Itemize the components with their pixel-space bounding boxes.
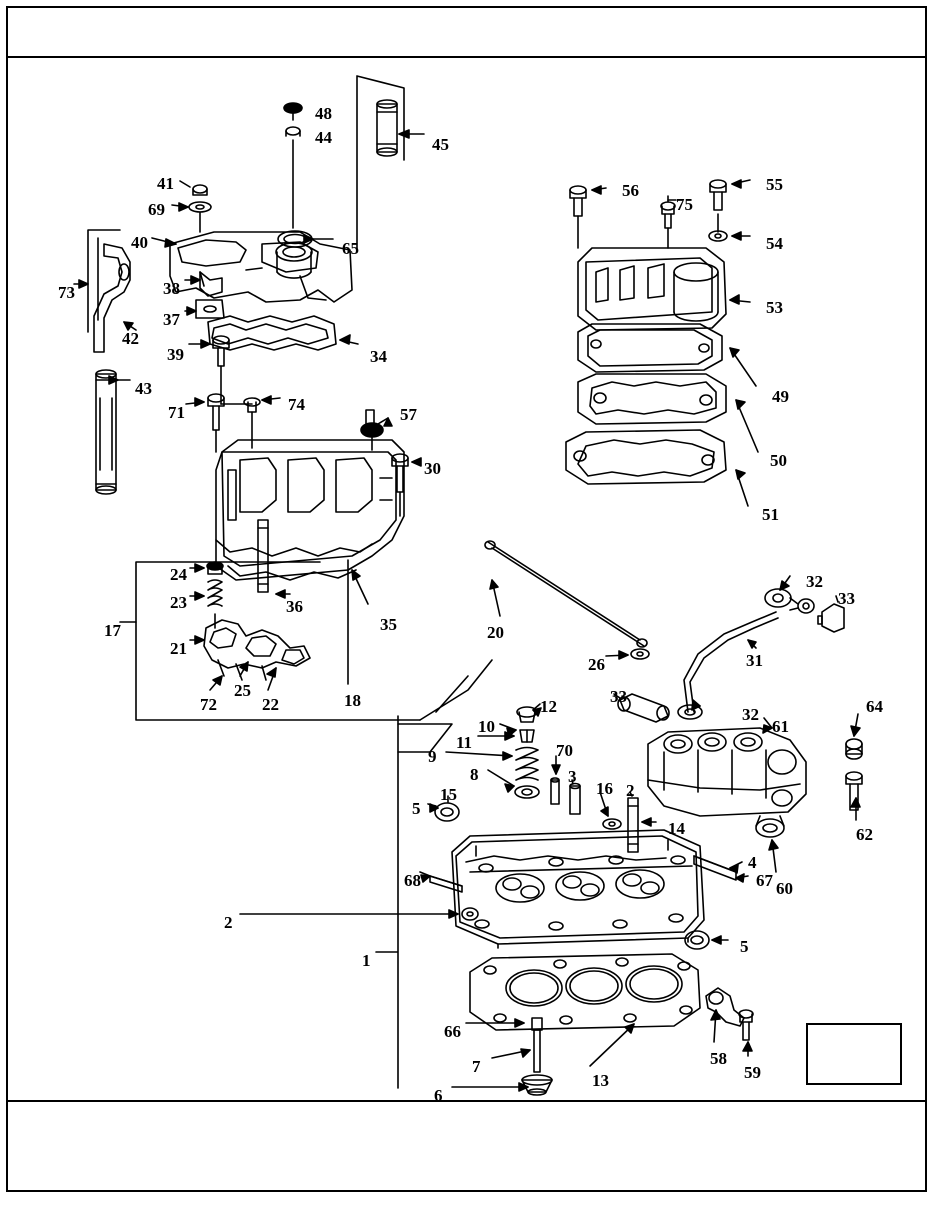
callout-68: 68 — [404, 871, 421, 890]
callout-75: 75 — [676, 195, 693, 214]
callout-65: 65 — [342, 239, 359, 258]
callout-2a: 2 — [626, 781, 635, 800]
callout-33a: 33 — [838, 589, 855, 608]
callout-30: 30 — [424, 459, 441, 478]
callout-58: 58 — [710, 1049, 727, 1068]
callout-56: 56 — [622, 181, 639, 200]
callout-57: 57 — [400, 405, 417, 424]
callout-34: 34 — [370, 347, 387, 366]
callout-54: 54 — [766, 234, 783, 253]
callout-25: 25 — [234, 681, 251, 700]
callout-66: 66 — [444, 1022, 461, 1041]
callout-64: 64 — [866, 697, 883, 716]
callout-51: 51 — [762, 505, 779, 524]
callout-72: 72 — [200, 695, 217, 714]
callout-59: 59 — [744, 1063, 761, 1082]
callout-62: 62 — [856, 825, 873, 844]
callout-43: 43 — [135, 379, 152, 398]
callout-15: 15 — [440, 785, 457, 804]
callout-2b: 2 — [224, 913, 233, 932]
callout-49: 49 — [772, 387, 789, 406]
callout-12: 12 — [540, 697, 557, 716]
callout-60: 60 — [776, 879, 793, 898]
callout-16: 16 — [596, 779, 613, 798]
callout-32a: 32 — [806, 572, 823, 591]
callout-13: 13 — [592, 1071, 609, 1090]
callout-10: 10 — [478, 717, 495, 736]
callout-23: 23 — [170, 593, 187, 612]
callout-61: 61 — [772, 717, 789, 736]
callout-73: 73 — [58, 283, 75, 302]
callout-3: 3 — [568, 767, 577, 786]
callout-5a: 5 — [412, 799, 421, 818]
callout-11: 11 — [456, 733, 473, 752]
callout-67: 67 — [756, 871, 773, 890]
callout-5b: 5 — [740, 937, 749, 956]
callout-45: 45 — [432, 135, 449, 154]
callout-36: 36 — [286, 597, 303, 616]
callout-4: 4 — [748, 853, 757, 872]
callout-8: 8 — [470, 765, 479, 784]
callout-48: 48 — [315, 104, 332, 123]
callout-53: 53 — [766, 298, 783, 317]
callout-9: 9 — [428, 747, 437, 766]
callout-6: 6 — [434, 1086, 443, 1105]
orientation-arrow-box — [806, 1023, 902, 1085]
callout-55: 55 — [766, 175, 783, 194]
callout-31: 31 — [746, 651, 763, 670]
callout-26: 26 — [588, 655, 605, 674]
callout-40: 40 — [131, 233, 148, 252]
callout-69: 69 — [148, 200, 165, 219]
callout-17: 17 — [104, 621, 121, 640]
callout-41: 41 — [157, 174, 174, 193]
callout-70: 70 — [556, 741, 573, 760]
callout-44: 44 — [315, 128, 332, 147]
callout-33b: 33 — [610, 687, 627, 706]
callout-37: 37 — [163, 310, 180, 329]
callout-32b: 32 — [742, 705, 759, 724]
callout-39: 39 — [167, 345, 184, 364]
callout-35: 35 — [380, 615, 397, 634]
callout-18: 18 — [344, 691, 361, 710]
callout-74: 74 — [288, 395, 305, 414]
callout-7: 7 — [472, 1057, 481, 1076]
callout-1: 1 — [362, 951, 371, 970]
callout-21: 21 — [170, 639, 187, 658]
callout-42: 42 — [122, 329, 139, 348]
callout-50: 50 — [770, 451, 787, 470]
callout-14: 14 — [668, 819, 685, 838]
callout-71: 71 — [168, 403, 185, 422]
callout-20: 20 — [487, 623, 504, 642]
callout-38: 38 — [163, 279, 180, 298]
callout-22: 22 — [262, 695, 279, 714]
callout-24: 24 — [170, 565, 187, 584]
